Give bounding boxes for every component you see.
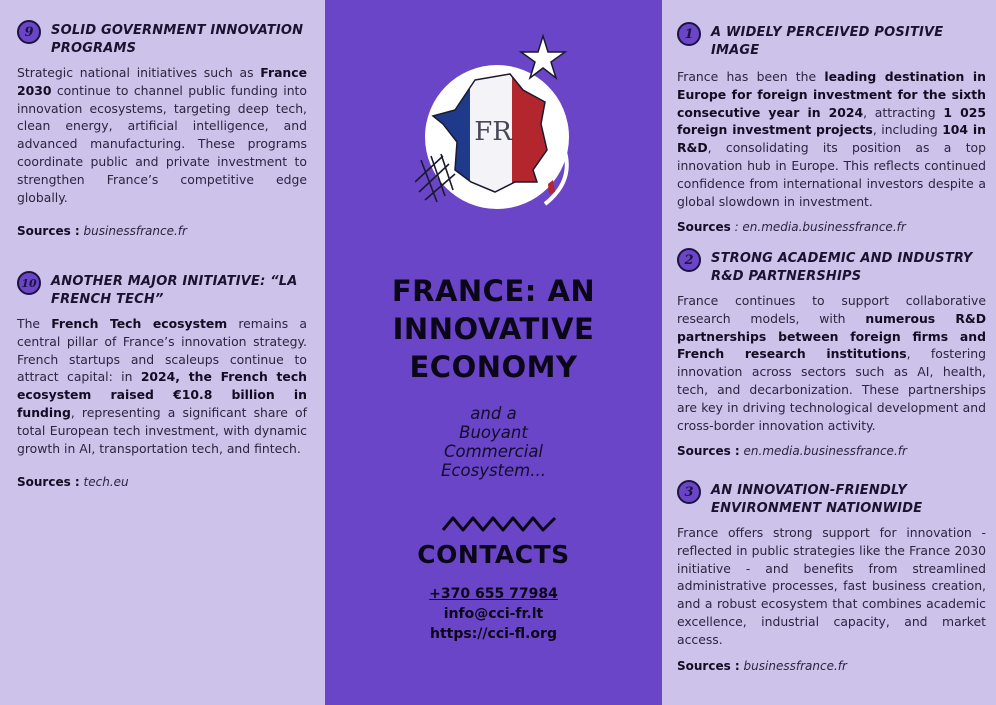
section-2: [677, 250, 986, 458]
email-link[interactable]: info@cci-fr.lt: [443, 606, 544, 622]
right-column: [662, 0, 996, 705]
left-column: [0, 0, 325, 705]
phone-link[interactable]: +370 655 77984: [429, 586, 558, 602]
logo-fr-text: FR: [474, 117, 512, 147]
france-map-logo: [415, 32, 585, 222]
section-sources-2: Sources : en.media.businessfrance.fr: [677, 444, 907, 459]
section-number-9: 9: [17, 20, 41, 44]
main-title: FRANCE: AN INNOVATIVE ECONOMY: [391, 274, 596, 384]
section-title-2: STRONG ACADEMIC AND INDUSTRY R&D PARTNERSHIPS: [711, 251, 973, 284]
section-number-2: 2: [677, 248, 701, 272]
source-link[interactable]: tech.eu: [83, 475, 129, 490]
source-link[interactable]: businessfrance.fr: [83, 224, 187, 239]
section-number-3: 3: [677, 480, 701, 504]
section-sources-10: Sources : tech.eu: [17, 475, 129, 490]
squiggle-divider: [441, 514, 557, 534]
section-sources-9: Sources : businessfrance.fr: [17, 224, 187, 239]
section-body-1: France has been the leading destination in Europe for foreign investment for the sixth consecutive year in 2024, attracting 1 025 foreign investment projects, including 104 in R&D, consolidating its position as a top innovation hub in Europe. This reflects continued confidence from international investors despite a global slowdown in investment.: [677, 69, 986, 209]
section-title-10: ANOTHER MAJOR INITIATIVE: “LA FRENCH TECH”: [51, 274, 298, 307]
source-link[interactable]: businessfrance.fr: [743, 658, 847, 673]
section-body-3: France offers strong support for innovation - reflected in public strategies like the France 2030 initiative - and benefits from streamlined administrative processes, fast business creation, and a robust ecosystem that combines academic excellence, industrial capacity, and market access.: [677, 525, 986, 647]
section-sources-3: Sources : businessfrance.fr: [677, 658, 847, 673]
section-title-1: A WIDELY PERCEIVED POSITIVE IMAGE: [711, 25, 944, 58]
section-number-10: 10: [17, 271, 41, 295]
section-body-2: France continues to support collaborative research models, with numerous R&D partnerships between foreign firms and French research institutions, fostering innovation across sectors such as AI, health, tech, and decarbonization. These partnerships are key in driving technological development and cross-border innovation activity.: [677, 293, 987, 433]
contacts-title: CONTACTS: [417, 540, 570, 569]
section-body-10: The French Tech ecosystem remains a central pillar of France’s innovation strategy. French startups and scaleups continue to attract capital: in 2024, the French tech ecosystem raised €10.8 billion in funding, representing a significant share of total European tech investment, with dynamic growth in AI, transportation tech, and fintech.: [17, 316, 308, 456]
center-panel: [325, 0, 662, 705]
source-link[interactable]: : en.media.businessfrance.fr: [730, 220, 906, 235]
section-number-1: 1: [677, 22, 701, 46]
section-3: [677, 482, 986, 673]
subtitle: and a Buoyant Commercial Ecosystem...: [441, 404, 546, 480]
section-sources-1: Sources : en.media.businessfrance.fr: [677, 220, 906, 235]
website-link[interactable]: https://cci-fl.org: [430, 626, 557, 642]
section-title-9: SOLID GOVERNMENT INNOVATION PROGRAMS: [51, 23, 304, 56]
section-10: [17, 273, 307, 489]
section-body-9: Strategic national initiatives such as France 2030 continue to channel public funding into innovation ecosystems, targeting deep tech, clean energy, artificial intelligence, and advanced manufacturing. These programs coordinate public and private investment to strengthen France’s competitive edge globally.: [17, 65, 307, 205]
section-1: [677, 24, 986, 234]
section-title-3: AN INNOVATION-FRIENDLY ENVIRONMENT NATIONWIDE: [711, 483, 923, 516]
section-9: [17, 22, 307, 238]
source-link[interactable]: en.media.businessfrance.fr: [743, 444, 907, 459]
